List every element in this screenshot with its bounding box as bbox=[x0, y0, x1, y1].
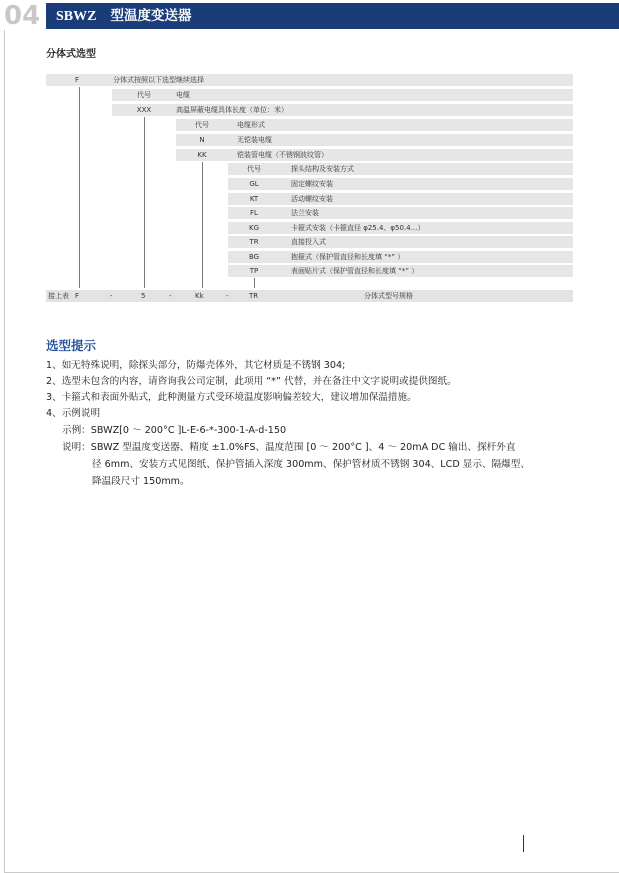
model-spec-row bbox=[46, 290, 573, 302]
table-desc: 固定螺纹安装 bbox=[291, 180, 333, 188]
tip-line: 4、示例说明 bbox=[46, 408, 101, 419]
header-title-text: 型温度变送器 bbox=[110, 8, 192, 24]
tip-explain: 说明：SBWZ 型温度变送器、精度 ±1.0%FS、温度范围 [0 ～ 200°C ]、4 ～ 20mA DC 输出、探杆外直 bbox=[62, 442, 516, 453]
bottom-f: F bbox=[75, 292, 80, 300]
table-row bbox=[176, 119, 573, 131]
table-row bbox=[228, 193, 573, 205]
connector-line bbox=[202, 162, 203, 288]
table-code: XXX bbox=[136, 106, 152, 114]
table-desc: 表面贴片式（保护管直径和长度填 “*” ） bbox=[291, 267, 419, 275]
bottom-tr: TR bbox=[249, 292, 259, 300]
table-desc: 无铠装电缆 bbox=[237, 136, 272, 144]
table-row bbox=[112, 104, 573, 116]
table-row bbox=[112, 89, 573, 101]
bottom-kk: Kk bbox=[195, 292, 204, 300]
page-border-left bbox=[4, 30, 5, 873]
page-mark bbox=[523, 835, 524, 852]
table-desc: 铠装管电缆（不锈钢波纹管） bbox=[237, 151, 328, 159]
table-desc: 直接投入式 bbox=[291, 238, 326, 246]
bottom-five: 5 bbox=[141, 292, 146, 300]
tip-line: 1、如无特殊说明，除探头部分，防爆壳体外，其它材质是不锈钢 304; bbox=[46, 360, 346, 371]
table-code: F bbox=[74, 76, 80, 84]
table-desc: 法兰安装 bbox=[291, 209, 319, 217]
header-title bbox=[56, 3, 191, 30]
table-code: BG bbox=[248, 253, 260, 261]
table-code: 代号 bbox=[137, 91, 151, 99]
table-row bbox=[176, 149, 573, 161]
connector-line bbox=[254, 278, 255, 288]
bottom-dash: - bbox=[110, 292, 113, 300]
table-desc: 高温屏蔽电缆具体长度（单位：米） bbox=[176, 106, 288, 114]
table-desc: 卡箍式安装（卡箍直径 φ25.4、φ50.4…） bbox=[291, 224, 425, 232]
bottom-dash: - bbox=[226, 292, 229, 300]
table-desc: 分体式按照以下选型继续选择 bbox=[113, 76, 204, 84]
table-row bbox=[228, 222, 573, 234]
table-row bbox=[228, 251, 573, 263]
bottom-label: 接上表 bbox=[48, 292, 69, 300]
table-row bbox=[228, 178, 573, 190]
table-code: TR bbox=[249, 238, 259, 246]
page-number: 04 bbox=[4, 1, 41, 31]
table-code: KG bbox=[248, 224, 259, 232]
table-row bbox=[46, 74, 573, 86]
table-desc: 抱箍式（保护管直径和长度填 “*” ） bbox=[291, 253, 405, 261]
table-code: N bbox=[199, 136, 205, 144]
table-row bbox=[176, 134, 573, 146]
table-code: TP bbox=[249, 267, 259, 275]
tips-title: 选型提示 bbox=[46, 338, 97, 353]
header-model: SBWZ bbox=[56, 9, 97, 24]
table-desc: 活动螺纹安装 bbox=[291, 195, 333, 203]
table-code: 代号 bbox=[247, 165, 261, 173]
bottom-spec: 分体式型号规格 bbox=[364, 292, 413, 300]
table-row bbox=[228, 163, 573, 175]
table-desc: 电缆 bbox=[176, 91, 190, 99]
table-desc: 电缆形式 bbox=[237, 121, 265, 129]
table-desc: 探头结构及安装方式 bbox=[291, 165, 354, 173]
bottom-dash: - bbox=[169, 292, 172, 300]
table-code: GL bbox=[249, 180, 259, 188]
table-code: KT bbox=[249, 195, 259, 203]
tip-line: 2、选型未包含的内容，请咨询我公司定制，此项用 “*” 代替，并在备注中文字说明或提供图纸。 bbox=[46, 376, 457, 387]
tip-explain: 径 6mm、安装方式见图纸、保护管插入深度 300mm、保护管材质不锈钢 304、LCD 显示、隔爆型、 bbox=[92, 459, 530, 470]
table-code: 代号 bbox=[195, 121, 209, 129]
table-row bbox=[228, 207, 573, 219]
selection-title: 分体式选型 bbox=[46, 49, 96, 60]
table-code: KK bbox=[197, 151, 207, 159]
tip-example: 示例：SBWZ[0 ～ 200°C ]L-E-6-*-300-1-A-d-150 bbox=[62, 425, 287, 436]
connector-line bbox=[144, 117, 145, 288]
table-row bbox=[228, 265, 573, 277]
tip-line: 3、卡箍式和表面外贴式，此种测量方式受环境温度影响偏差较大，建议增加保温措施。 bbox=[46, 392, 417, 403]
tip-explain: 降温段尺寸 150mm。 bbox=[92, 476, 190, 487]
table-code: FL bbox=[250, 209, 258, 217]
connector-line bbox=[79, 87, 80, 288]
header-bar bbox=[46, 3, 619, 29]
table-row bbox=[228, 236, 573, 248]
